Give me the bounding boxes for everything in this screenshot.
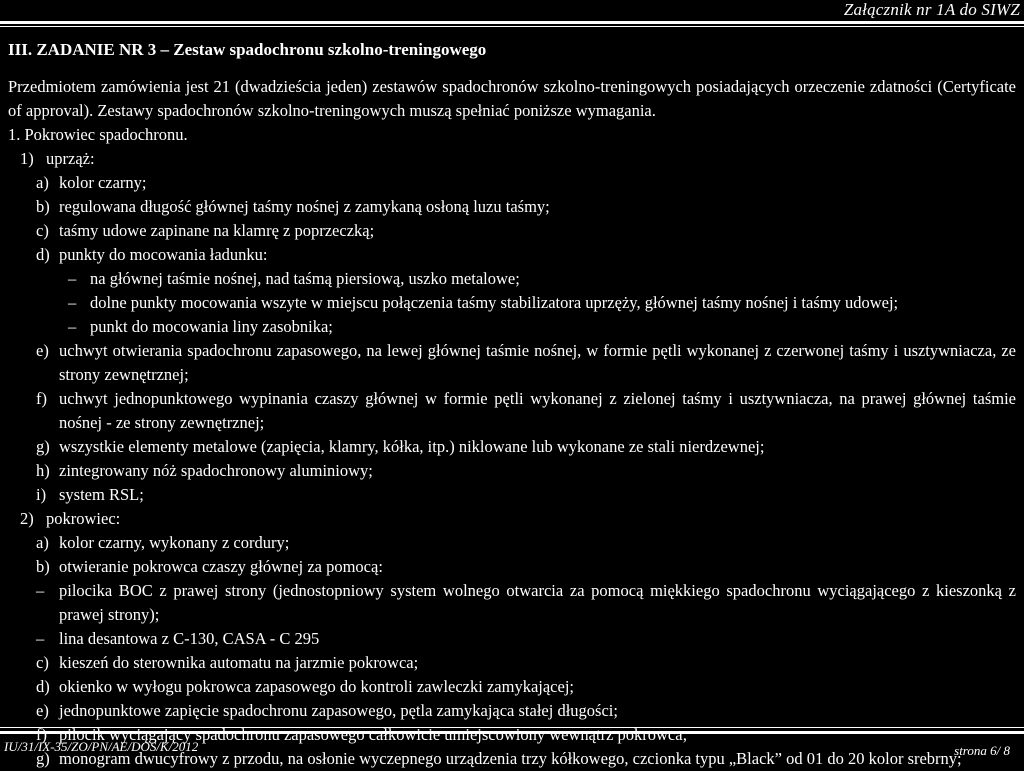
list-text: monogram dwucyfrowy z przodu, na osłonie wyczepnego urządzenia trzy kółkowego, czcionka typu „Black” od 01 do 20 kolor srebrny; (59, 749, 962, 768)
dash-marker: – (36, 581, 45, 600)
list-item (36, 171, 1016, 195)
list-marker: d) (36, 677, 50, 696)
list-text: okienko w wyłogu pokrowca zapasowego do kontroli zawleczki zamykającej; (59, 677, 574, 696)
header-rule-thick (0, 21, 1024, 24)
list-item (36, 555, 1016, 579)
list-text: pilocika BOC z prawej strony (jednostopniowy system wolnego otwarcia za pomocą miękkiego spadochronu wyciągającego z kieszonką z prawej strony); (59, 581, 1016, 624)
list-marker: b) (36, 197, 50, 216)
section-1-title: 1. Pokrowiec spadochronu. (8, 125, 188, 144)
intro-paragraph: Przedmiotem zamówienia jest 21 (dwadzieścia jeden) zestawów spadochronów szkolno-treningowych posiadających orzeczenie zdatności (Certyficate of approval). Zestawy spadochronów szkolno-treningowych muszą spełniać poniższe wymagania. (8, 77, 1016, 120)
attachment-label: Załącznik nr 1A do SIWZ (843, 0, 1020, 19)
list-item (36, 219, 1016, 243)
footer-rule-thick (0, 731, 1024, 734)
list-marker: 2) (20, 509, 34, 528)
list-text: system RSL; (59, 485, 144, 504)
list-subitem (68, 315, 1016, 339)
document-body (8, 75, 1016, 771)
document-reference: IU/31/IX-35/ZO/PN/AE/DOS/K/2012 (4, 739, 199, 754)
list-marker: a) (36, 173, 49, 192)
dash-marker: – (68, 269, 77, 288)
list-text: zintegrowany nóż spadochronowy aluminiowy; (59, 461, 373, 480)
list-text: punkt do mocowania liny zasobnika; (90, 317, 333, 336)
list-marker: f) (36, 389, 47, 408)
footer-rule-thin (0, 727, 1024, 728)
list-text: kolor czarny, wykonany z cordury; (59, 533, 290, 552)
list-text: uchwyt jednopunktowego wypinania czaszy głównej w formie pętli wykonanej z zielonej taśmy i usztywniacza, na prawej głównej taśmie nośnej - ze strony zewnętrznej; (59, 389, 1016, 432)
dash-marker: – (36, 629, 45, 648)
list-item (36, 339, 1016, 387)
list-text: jednopunktowe zapięcie spadochronu zapasowego, pętla zamykająca stałej długości; (59, 701, 618, 720)
list-marker: h) (36, 461, 50, 480)
section-heading: III. ZADANIE NR 3 – Zestaw spadochronu szkolno-treningowego (8, 40, 487, 59)
list-item (36, 387, 1016, 435)
list-text: uchwyt otwierania spadochronu zapasowego, na lewej głównej taśmie nośnej, w formie pętli wykonanej z czerwonej taśmy i usztywniacza, ze strony zewnętrznej; (59, 341, 1016, 384)
list-text: otwieranie pokrowca czaszy głównej za pomocą: (59, 557, 383, 576)
list-item (36, 699, 1016, 723)
list-marker: e) (36, 701, 49, 720)
list-text: kolor czarny; (59, 173, 147, 192)
list-marker: a) (36, 533, 49, 552)
dash-marker: – (68, 293, 77, 312)
list-subitem (36, 579, 1016, 627)
list-marker: b) (36, 557, 50, 576)
list-text: taśmy udowe zapinane na klamrę z poprzeczką; (59, 221, 375, 240)
list-marker: c) (36, 221, 49, 240)
list-marker: i) (36, 485, 47, 504)
list-text: dolne punkty mocowania wszyte w miejscu połączenia taśmy stabilizatora uprzęży, głównej taśmy nośnej i taśmy udowej; (90, 293, 899, 312)
list-item (36, 195, 1016, 219)
list-subitem (36, 627, 1016, 651)
list-marker: d) (36, 245, 50, 264)
header-rule-thin (0, 26, 1024, 27)
list-marker: c) (36, 653, 49, 672)
list-item-harness (20, 147, 1016, 171)
list-marker: e) (36, 341, 49, 360)
list-item (36, 651, 1016, 675)
list-text: punkty do mocowania ładunku: (59, 245, 268, 264)
list-text: lina desantowa z C-130, CASA - C 295 (59, 629, 320, 648)
page-number: strona 6/ 8 (954, 743, 1010, 758)
list-text: pokrowiec: (46, 509, 121, 528)
list-item (36, 459, 1016, 483)
list-marker: g) (36, 749, 50, 768)
list-item (36, 435, 1016, 459)
list-item (36, 531, 1016, 555)
list-item (36, 483, 1016, 507)
list-marker: 1) (20, 149, 34, 168)
list-marker: f) (36, 725, 47, 744)
list-text: regulowana długość głównej taśmy nośnej z zamykaną osłoną luzu taśmy; (59, 197, 550, 216)
list-text: na głównej taśmie nośnej, nad taśmą piersiową, uszko metalowe; (90, 269, 520, 288)
dash-marker: – (68, 317, 77, 336)
list-item (36, 675, 1016, 699)
list-item (36, 243, 1016, 267)
list-text: pilocik wyciągający spadochronu zapasowego całkowicie umiejscowiony wewnątrz pokrowca; (59, 725, 688, 744)
list-text: uprząż: (46, 149, 95, 168)
list-item-cover (20, 507, 1016, 531)
list-subitem (68, 291, 1016, 315)
list-text: wszystkie elementy metalowe (zapięcia, klamry, kółka, itp.) niklowane lub wykonane ze stali nierdzewnej; (59, 437, 765, 456)
list-subitem (68, 267, 1016, 291)
list-text: kieszeń do sterownika automatu na jarzmie pokrowca; (59, 653, 419, 672)
list-marker: g) (36, 437, 50, 456)
